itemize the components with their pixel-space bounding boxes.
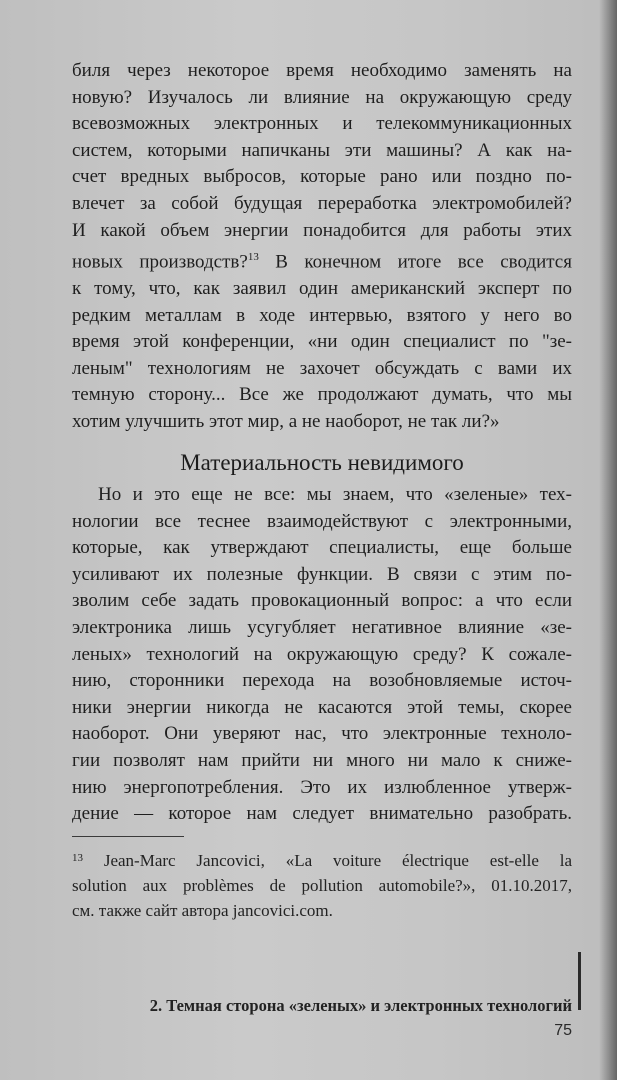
text-line: редким металлам в ходе интервью, взятого у него во [72,304,572,326]
paragraph-bottom [72,482,572,828]
text-fragment: Jean-Marc Jancovici, «La voiture électrique est-elle la [83,851,572,870]
text-line: гии позволят нам прийти ни много ни мало к сниже- [72,749,572,771]
footnote-ref: 13 [247,251,259,264]
text-line: леных» технологий на окружающую среду? К сожале- [72,643,572,665]
text-line: усиливают их полезные функции. В связи с этим по- [72,563,572,585]
text-line: систем, которыми напичканы эти машины? А как на- [72,139,572,161]
text-line: время этой конференции, «ни один специалист по "зе- [72,331,572,353]
text-line: хотим улучшить этот мир, а не наоборот, не так ли?» [72,411,500,433]
footnote-line: solution aux problèmes de pollution automobile?», 01.10.2017, [72,876,572,895]
footnote-line: см. также сайт автора jancovici.com. [72,901,333,920]
footnote-line [72,848,572,873]
text-line-with-footnote-ref [72,244,572,276]
text-line: наоборот. Они уверяют нас, что электронные техноло- [72,723,572,745]
text-line: новую? Изучалось ли влияние на окружающую среду [72,86,572,108]
footnote-number: 13 [72,852,83,864]
text-line: влечет за собой будущая переработка электромобилей? [72,192,572,214]
text-line: нологии все теснее взаимодействуют с электронными, [72,510,572,532]
text-line: темную сторону... Все же продолжают думать, что мы [72,384,572,406]
text-line: ники энергии никогда не касаются этой темы, скорее [72,696,572,718]
text-line: И какой объем энергии понадобится для работы этих [72,219,572,241]
paragraph-top [72,58,572,436]
text-line: Но и это еще не все: мы знаем, что «зеленые» тех- [98,484,572,505]
page-number: 75 [554,1022,572,1039]
text-fragment: новых производств? [72,251,248,273]
text-line: счет вредных выбросов, которые рано или поздно по- [72,166,572,188]
text-line: леным" технологиям не захочет обсуждать с вами их [72,357,572,379]
text-line: зволим себе задать провокационный вопрос: а что если [72,590,572,612]
text-line: нию энергопотребления. Это их излюбленное утверж- [72,776,572,798]
running-head-bar [578,952,581,1010]
text-line: нию, сторонники перехода на возобновляемые источ- [72,670,572,692]
text-line: которые, как утверждают специалисты, еще больше [72,537,572,559]
footnote [72,848,572,923]
footnote-divider [72,836,184,837]
section-heading: Материальность невидимого [180,450,464,475]
text-line: всевозможных электронных и телекоммуникационных [72,113,572,135]
text-line: электроника лишь усугубляет негативное влияние «зе- [72,616,572,638]
page-edge-shadow [599,0,617,1080]
text-line: к тому, что, как заявил один американский эксперт по [72,278,572,300]
running-head: 2. Темная сторона «зеленых» и электронных технологий [149,996,572,1015]
text-line: дение — которое нам следует внимательно разобрать. [72,803,572,825]
text-line: биля через некоторое время необходимо заменять на [72,60,572,81]
text-fragment: В конечном итоге все сводится [258,251,572,273]
